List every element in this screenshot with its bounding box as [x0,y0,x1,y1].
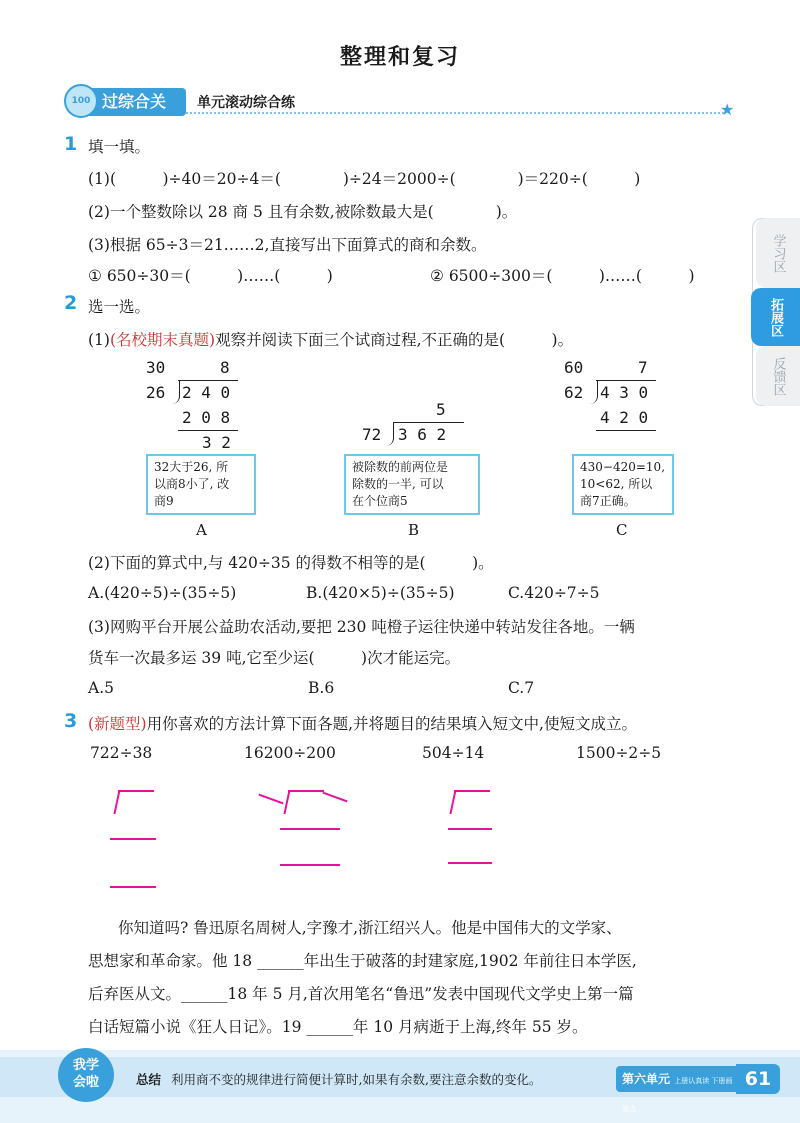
subtraction-line [596,430,656,431]
footer-logo: 我学 会啦 [58,1048,114,1102]
section-subtitle: 单元滚动综合练 [197,95,295,111]
q2-sub3-option-a: A.5 [88,679,114,697]
question-number: 2 [64,292,78,314]
q3-heading-row [88,712,637,734]
star-icon: ★ [720,100,735,119]
footer-summary [136,1070,541,1088]
q2-sub3-option-b: B.6 [308,679,335,697]
q2-sub2-option-a: A.(420÷5)÷(35÷5) [88,584,237,602]
q2-sub1-text: 观察并阅读下面三个试商过程,不正确的是( )。 [215,331,574,349]
q2-sub1-tag: (名校期末真题) [109,331,216,349]
divisor: 62 [564,383,584,402]
work-area-1[interactable] [100,786,170,896]
q2-sub2-option-c: C.420÷7÷5 [508,584,600,602]
passage-line-1: 你知道吗? 鲁迅原名周树人,字豫才,浙江绍兴人。他是中国伟大的文学家、 [118,919,622,937]
q1-line-2: (2)一个整数除以 28 商 5 且有余数,被除数最大是( )。 [88,203,518,221]
division-bar [596,380,656,381]
remainder: 3 2 [202,433,231,452]
divisor-estimate: 30 [146,358,166,377]
quotient: 8 [220,358,230,377]
q2-sub3-line2: 货车一次最多运 39 吨,它至少运( )次才能运完。 [88,649,461,667]
summary-label: 总结 [136,1072,162,1087]
dividend: 4 3 0 [600,383,649,402]
header-divider [186,112,724,114]
summary-text: 利用商不变的规律进行简便计算时,如果有余数,要注意余数的变化。 [171,1072,542,1087]
question-number: 1 [64,133,78,155]
division-bar [178,380,238,381]
tab-feedback-area[interactable]: 反馈区 [756,346,800,406]
option-label-c: C [616,521,628,539]
q3-tag: (新题型) [88,715,147,733]
q2-sub3-option-c: C.7 [508,679,535,697]
divisor: 72 [362,425,382,444]
note-c: 430−420=10, 10<62, 所以 商7正确。 [572,454,674,515]
q3-expr-1: 722÷38 [90,744,153,762]
unit-small: 上册认真读 下册画重点 [622,1077,733,1113]
long-division-a [144,358,254,458]
dividend: 2 4 0 [182,383,231,402]
q2-sub2-option-b: B.(420×5)÷(35÷5) [306,584,455,602]
divisor: 26 [146,383,166,402]
q1-line-1: (1)( )÷40＝20÷4＝( )÷24＝2000÷( )＝220÷( ) [88,170,641,188]
passage-line-2: 思想家和革命家。他 18 ______年出生于破落的封建家庭,1902 年前往日本学医, [88,952,637,970]
product: 4 2 0 [600,408,649,427]
badge-logo-icon: 100 [64,84,98,118]
question-heading: 填一填。 [88,138,151,156]
long-division-c [562,358,672,438]
question-number: 3 [64,710,78,732]
long-division-b [360,400,470,450]
quotient: 5 [436,400,446,419]
work-area-2[interactable] [258,786,358,876]
division-bracket [172,380,180,404]
work-area-3[interactable] [440,786,510,876]
note-a: 32大于26, 所 以商8小了, 改 商9 [146,454,256,515]
option-label-b: B [408,521,420,539]
page-title: 整理和复习 [339,45,460,70]
question-heading: 用你喜欢的方法计算下面各题,并将题目的结果填入短文中,使短文成立。 [146,715,637,733]
quotient: 7 [638,358,648,377]
q2-sub1 [88,328,573,350]
division-bracket [590,380,598,404]
q2-sub2: (2)下面的算式中,与 420÷35 的得数不相等的是( )。 [88,554,494,572]
passage-line-4: 白话短篇小说《狂人日记》。19 ______年 10 月病逝于上海,终年 55 岁。 [88,1018,588,1036]
division-bar [394,422,464,423]
division-bracket [386,422,394,446]
subtraction-line [178,430,238,431]
q1-line-4b: ② 6500÷300＝( )……( ) [430,267,695,285]
note-b: 被除数的前两位是 除数的一半, 可以 在个位商5 [344,454,480,515]
q3-expr-4: 1500÷2÷5 [576,744,662,762]
q3-expr-3: 504÷14 [422,744,485,762]
q1-line-4a: ① 650÷30＝( )……( ) [88,267,333,285]
q2-sub1-prefix: (1) [88,331,110,349]
product: 2 0 8 [182,408,231,427]
dividend: 3 6 2 [398,425,447,444]
tab-study-area[interactable]: 学习区 [756,218,800,288]
tab-extension-area[interactable]: 拓展区 [751,288,800,346]
page-number: 61 [736,1064,780,1094]
unit-badge [616,1066,736,1113]
q1-line-3: (3)根据 65÷3＝21……2,直接写出下面算式的商和余数。 [88,236,487,254]
passage-line-3: 后弃医从文。______18 年 5 月,首次用笔名“鲁迅”发表中国现代文学史上第一篇 [88,985,634,1003]
q2-sub3-line1: (3)网购平台开展公益助农活动,要把 230 吨橙子运往快递中转站发往各地。一辆 [88,618,635,636]
q3-expr-2: 16200÷200 [244,744,336,762]
section-badge: 过综合关 [68,88,186,116]
option-label-a: A [196,521,207,539]
question-heading: 选一选。 [88,298,151,316]
divisor-estimate: 60 [564,358,584,377]
unit-label: 第六单元 [622,1072,671,1086]
